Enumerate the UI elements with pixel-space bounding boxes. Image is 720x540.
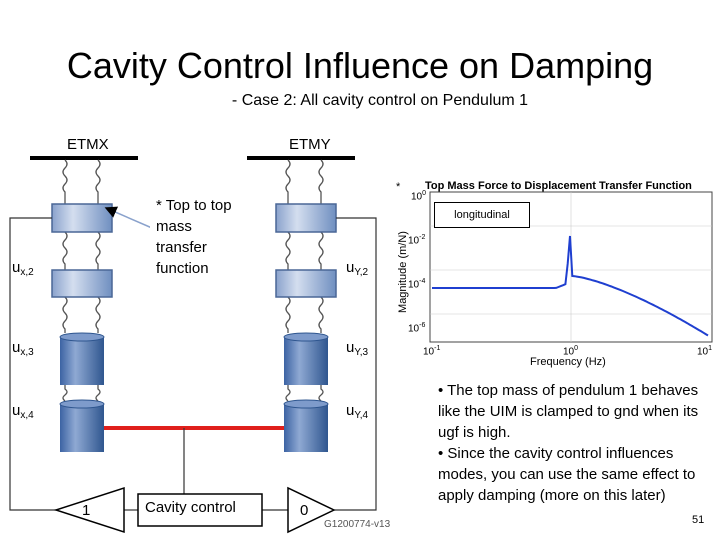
page-subtitle: - Case 2: All cavity control on Pendulum 1: [231, 92, 529, 109]
uy4-label: $u_{Y,4}$: [346, 402, 369, 421]
bullet-2: • Since the cavity control influences modes, you can use the same effect to apply damping (more on this later): [438, 445, 696, 504]
inset-x-axis-label: Frequency (Hz): [530, 356, 606, 368]
inset-xtick-2: $10^1$: [697, 345, 713, 358]
inset-plot-title: Top Mass Force to Displacement Transfer Function: [425, 180, 692, 192]
inset-ytick-2: $10^{-4}$: [408, 278, 426, 291]
ux2-label: $u_{x,2}$: [12, 259, 34, 278]
page-title: Cavity Control Influence on Damping: [66, 45, 654, 86]
bullet-1: • The top mass of pendulum 1 behaves like the UIM is clamped to gnd when its ugf is high.: [438, 382, 699, 441]
inset-transfer-function-curve: [432, 236, 708, 336]
ux4-label: $u_{x,4}$: [12, 402, 34, 421]
inset-ytick-1: $10^{-2}$: [408, 234, 426, 247]
etmy-label: ETMY: [289, 136, 331, 153]
ux3-label: $u_{x,3}$: [12, 339, 34, 358]
inset-ytick-3: $10^{-6}$: [408, 322, 426, 335]
inset-xtick-0: $10^{-1}$: [423, 345, 441, 358]
page-number: 51: [692, 514, 705, 526]
uy3-label: $u_{Y,3}$: [346, 339, 369, 358]
inset-ytick-0: $10^0$: [411, 190, 427, 203]
bullet-text: [438, 380, 700, 506]
document-id: G1200774-v13: [324, 519, 391, 530]
inset-xtick-1: $10^0$: [563, 345, 579, 358]
etmx-label: ETMX: [67, 136, 109, 153]
inset-asterisk: *: [396, 181, 401, 193]
inset-legend: longitudinal: [434, 202, 530, 228]
gain-left-value: 1: [82, 502, 91, 519]
uy2-label: $u_{Y,2}$: [346, 259, 369, 278]
transfer-function-note: * Top to top mass transfer function: [150, 195, 238, 279]
inset-y-axis-label: Magnitude (m/N): [397, 231, 409, 313]
gain-right-value: 0: [300, 502, 309, 519]
cavity-control-label: Cavity control: [145, 499, 236, 516]
